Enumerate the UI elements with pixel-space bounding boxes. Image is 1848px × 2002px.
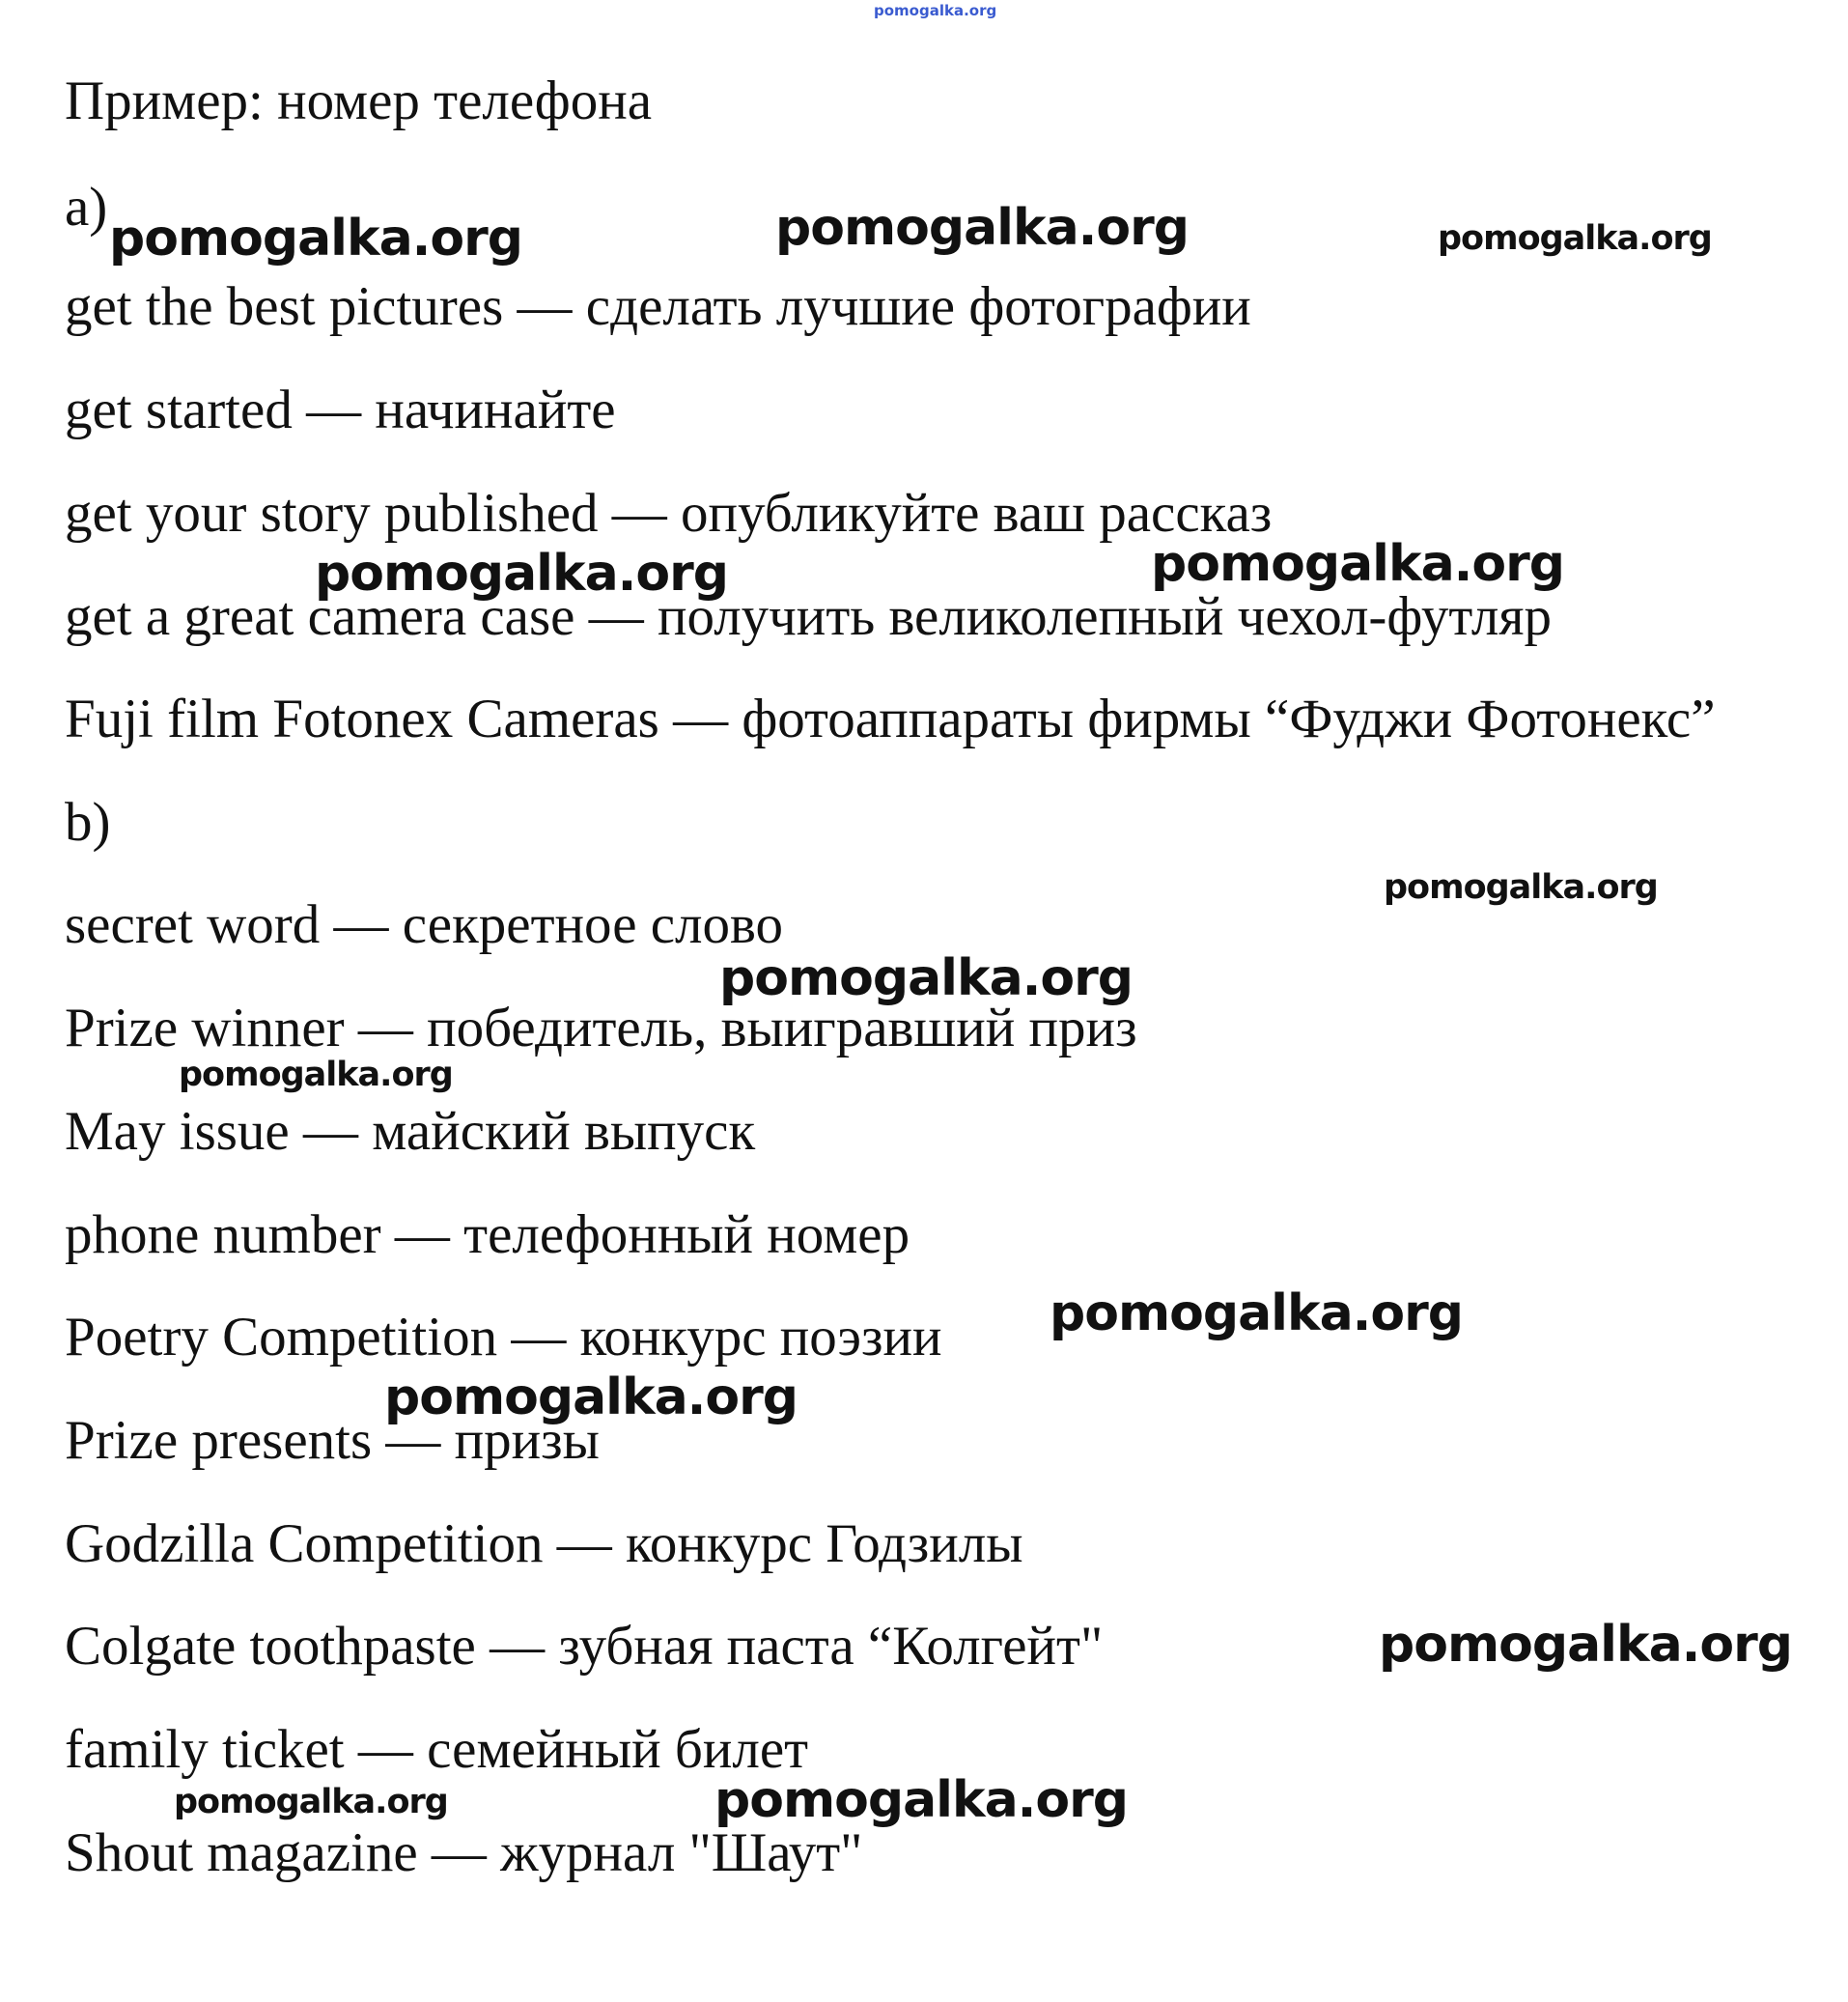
list-item: get your story published — опубликуйте ваш рассказ xyxy=(65,483,1273,544)
header-site-tag: pomogalka.org xyxy=(874,2,997,19)
list-item: Prize winner — победитель, выигравший приз xyxy=(65,998,1137,1058)
list-item: get a great camera case — получить великолепный чехол-футляр xyxy=(65,586,1553,647)
list-item: phone number — телефонный номер xyxy=(65,1204,910,1265)
list-item: secret word — секретное слово xyxy=(65,894,784,955)
watermark: pomogalka.org xyxy=(775,199,1190,257)
watermark: pomogalka.org xyxy=(109,210,523,268)
watermark: pomogalka.org xyxy=(384,1368,798,1426)
list-item: May issue — майский выпуск xyxy=(65,1101,756,1162)
watermark: pomogalka.org xyxy=(1151,535,1565,593)
watermark: pomogalka.org xyxy=(315,545,729,603)
list-item: family ticket — семейный билет xyxy=(65,1719,809,1780)
list-item: Fuji film Fotonex Cameras — фотоаппараты фирмы “Фуджи Фотонекс” xyxy=(65,689,1716,749)
example-line: Пример: номер телефона xyxy=(65,70,653,131)
watermark: pomogalka.org xyxy=(1379,1616,1793,1674)
watermark: pomogalka.org xyxy=(1050,1284,1464,1342)
watermark: pomogalka.org xyxy=(719,949,1134,1007)
section-b-label: b) xyxy=(65,792,111,853)
watermark: pomogalka.org xyxy=(179,1056,453,1094)
watermark: pomogalka.org xyxy=(174,1783,448,1821)
list-item: Colgate toothpaste — зубная паста “Колгейт" xyxy=(65,1616,1104,1677)
list-item: get started — начинайте xyxy=(65,380,616,440)
watermark: pomogalka.org xyxy=(1438,219,1712,258)
list-item: Prize presents — призы xyxy=(65,1410,600,1471)
list-item: Shout magazine — журнал "Шаут" xyxy=(65,1822,863,1883)
list-item: Godzilla Competition — конкурс Годзилы xyxy=(65,1513,1023,1574)
list-item: Poetry Competition — конкурс поэзии xyxy=(65,1307,942,1368)
watermark: pomogalka.org xyxy=(1384,868,1658,907)
watermark: pomogalka.org xyxy=(714,1771,1129,1829)
section-a-label: a) xyxy=(65,177,108,238)
list-item: get the best pictures — сделать лучшие фотографии xyxy=(65,276,1251,337)
